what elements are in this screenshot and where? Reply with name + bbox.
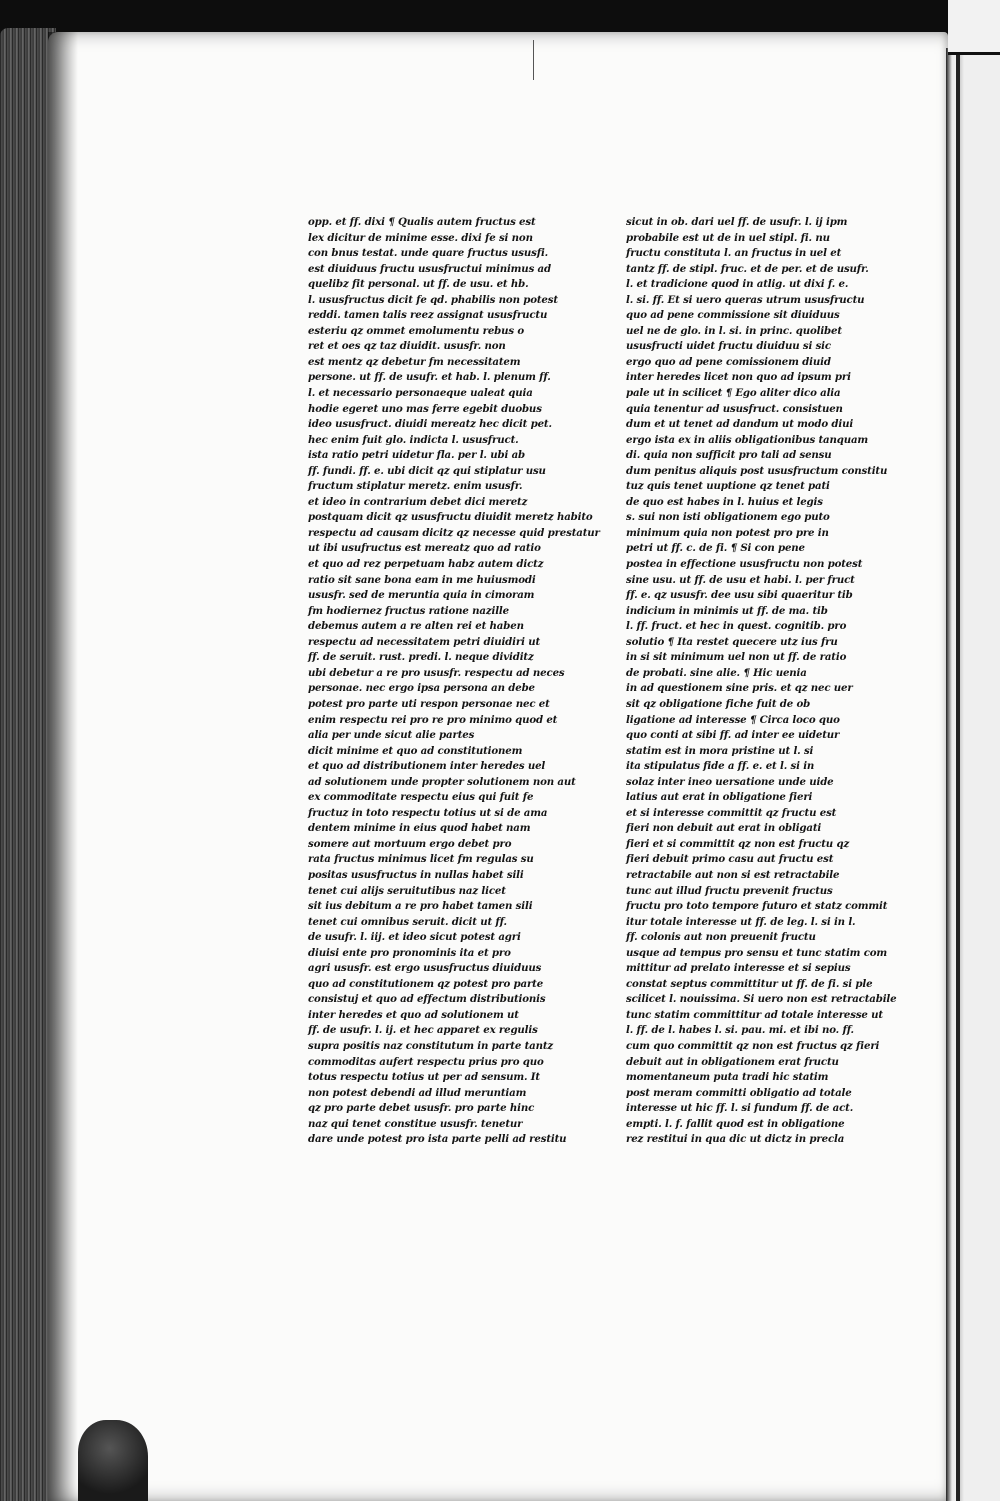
manuscript-line: post meram committi obligatio ad totale — [626, 1086, 852, 1099]
manuscript-line: opp. et ff. dixi ¶ Qualis autem fructus est — [308, 216, 536, 228]
manuscript-line: dicit minime et quo ad constitutionem — [308, 744, 523, 757]
manuscript-line: uel ne de glo. in l. si. in princ. quolibet — [626, 324, 842, 337]
manuscript-line: debemus autem a re alten rei et haben — [308, 620, 524, 633]
manuscript-line: tuz quis tenet uuptione qz tenet pati — [626, 480, 830, 493]
facing-page-corner — [948, 0, 1000, 55]
manuscript-line: in ad questionem sine pris. et qz nec uer — [626, 682, 853, 695]
manuscript-line: tenet cui alijs seruitutibus naz licet — [308, 884, 506, 897]
manuscript-line: postquam dicit qz ususfructu diuidit meretz habito — [308, 511, 593, 524]
manuscript-line: tunc statim committitur ad totale interesse ut — [626, 1008, 883, 1021]
manuscript-line: interesse ut hic ff. l. si fundum ff. de act. — [626, 1102, 854, 1115]
manuscript-line: usque ad tempus pro sensu et tunc statim com — [626, 946, 888, 959]
manuscript-line: inter heredes et quo ad solutionem ut — [308, 1008, 519, 1021]
manuscript-line: ff. de usufr. l. ij. et hec apparet ex regulis — [308, 1024, 538, 1037]
manuscript-line: quo conti at sibi ff. ad inter ee uidetur — [626, 729, 840, 742]
manuscript-line: quo ad pene commissione sit diuiduus — [626, 309, 840, 322]
manuscript-line: empti. l. f. fallit quod est in obligatione — [626, 1117, 845, 1130]
manuscript-line: et si interesse committit qz fructu est — [626, 806, 837, 819]
manuscript-line: ut ibi usufructus est mereatz quo ad ratio — [308, 542, 541, 555]
manuscript-line: de usufr. l. iij. et ideo sicut potest agri — [308, 931, 521, 944]
manuscript-line: latius aut erat in obligatione fieri — [626, 791, 813, 804]
manuscript-line: positas ususfructus in nullas habet sili — [308, 868, 524, 881]
manuscript-line: ff. de seruit. rust. predi. l. neque dividitz — [308, 651, 534, 664]
manuscript-line: enim respectu rei pro re pro minimo quod et — [308, 713, 558, 726]
manuscript-line: ad solutionem unde propter solutionem non aut — [308, 775, 576, 788]
manuscript-line: ususfr. sed de meruntia quia in cimoram — [308, 589, 535, 602]
manuscript-line: lex dicitur de minime esse. dixi fe si non — [308, 231, 533, 244]
manuscript-line: esteriu qz ommet emolumentu rebus o — [308, 324, 525, 337]
manuscript-line: retractabile aut non si est retractabile — [626, 868, 840, 881]
manuscript-line: tenet cui omnibus seruit. dicit ut ff. — [308, 915, 507, 928]
text-column-right — [626, 215, 897, 1148]
manuscript-line: respectu ad necessitatem petri diuidiri ut — [308, 635, 541, 648]
manuscript-line: probabile est ut de in uel stipl. fi. nu — [626, 231, 830, 244]
text-column-left — [308, 215, 600, 1148]
manuscript-line: postea in effectione ususfructu non potest — [626, 558, 863, 571]
ruling-mark — [533, 40, 538, 80]
manuscript-line: persone. ut ff. de usufr. et hab. l. plenum ff. — [308, 371, 551, 384]
manuscript-line: de quo est habes in l. huius et legis — [626, 495, 823, 508]
manuscript-line: sit qz obligatione fiche fuit de ob — [626, 697, 811, 710]
manuscript-line: inter heredes licet non quo ad ipsum pri — [626, 371, 851, 384]
manuscript-line: ex commoditate respectu eius qui fuit fe — [308, 791, 534, 804]
manuscript-line: somere aut mortuum ergo debet pro — [308, 837, 512, 850]
manuscript-line: quia tenentur ad ususfruct. consistuen — [626, 402, 843, 415]
manuscript-line: sit ius debitum a re pro habet tamen sili — [308, 900, 533, 913]
manuscript-line: cum quo committit qz non est fructus qz fieri — [626, 1039, 880, 1052]
manuscript-line: fructuz in toto respectu totius ut si de ama — [308, 806, 548, 819]
manuscript-line: debuit aut in obligationem erat fructu — [626, 1055, 839, 1068]
facing-page-edge — [946, 48, 1000, 1501]
manuscript-line: diuisi ente pro pronominis ita et pro — [308, 946, 511, 959]
manuscript-line: dentem minime in eius quod habet nam — [308, 822, 531, 835]
manuscript-line: ff. colonis aut non preuenit fructu — [626, 931, 816, 944]
manuscript-line: mittitur ad prelato interesse et si sepius — [626, 962, 851, 975]
manuscript-line: fructu pro toto tempore futuro et statz commit — [626, 900, 888, 913]
manuscript-line: agri ususfr. est ergo ususfructus diuiduus — [308, 962, 542, 975]
manuscript-line: rata fructus minimus licet fm regulas su — [308, 853, 534, 866]
manuscript-line: dare unde potest pro ista parte pelli ad restitu — [308, 1133, 567, 1146]
manuscript-line: momentaneum puta tradi hic statim — [626, 1071, 829, 1084]
manuscript-line: dum penitus aliquis post ususfructum constitu — [626, 464, 888, 477]
manuscript-line: itur totale interesse ut ff. de leg. l. si in l. — [626, 915, 856, 928]
manuscript-line: ratio sit sane bona eam in me huiusmodi — [308, 573, 536, 586]
manuscript-line: fieri debuit primo casu aut fructu est — [626, 853, 834, 866]
manuscript-line: s. sui non isti obligationem ego puto — [626, 511, 830, 524]
manuscript-line: sine usu. ut ff. de usu et habi. l. per fruct — [626, 573, 855, 586]
manuscript-line: supra positis naz constitutum in parte tantz — [308, 1039, 554, 1052]
manuscript-line: hodie egeret uno mas ferre egebit duobus — [308, 402, 542, 415]
manuscript-line: et ideo in contrarium debet dici meretz — [308, 495, 528, 508]
manuscript-line: et quo ad rez perpetuam habz autem dictz — [308, 558, 544, 571]
manuscript-line: fructum stiplatur meretz. enim ususfr. — [308, 480, 523, 493]
manuscript-line: solutio ¶ Ita restet quecere utz ius fru — [626, 635, 838, 648]
manuscript-line: l. et necessario personaeque ualeat quia — [308, 387, 533, 400]
manuscript-line: scilicet l. nouissima. Si uero non est retractabile — [626, 993, 897, 1006]
manuscript-line: reddi. tamen talis reez assignat ususfructu — [308, 309, 548, 322]
manuscript-line: et quo ad distributionem inter heredes uel — [308, 760, 546, 773]
manuscript-line: hec enim fuit glo. indicta l. ususfruct. — [308, 433, 519, 446]
manuscript-line: di. quia non sufficit pro tali ad sensu — [626, 449, 832, 462]
scan-background — [0, 0, 1000, 32]
manuscript-line: ergo ista ex in aliis obligationibus tanquam — [626, 433, 869, 446]
manuscript-line: consistuj et quo ad effectum distributionis — [308, 993, 546, 1006]
manuscript-line: ergo quo ad pene comissionem diuid — [626, 355, 831, 368]
manuscript-line: ligatione ad interesse ¶ Circa loco quo — [626, 713, 840, 726]
manuscript-line: ubi debetur a re pro ususfr. respectu ad neces — [308, 666, 565, 679]
manuscript-line: ista ratio petri uidetur fla. per l. ubi ab — [308, 449, 525, 462]
manuscript-line: l. ff. de l. habes l. si. pau. mi. et ibi no. ff. — [626, 1024, 854, 1037]
manuscript-line: solaz inter ineo uersatione unde uide — [626, 775, 834, 788]
holder-thumb — [78, 1420, 148, 1501]
manuscript-line: naz qui tenet constitue ususfr. tenetur — [308, 1117, 523, 1130]
manuscript-line: est mentz qz debetur fm necessitatem — [308, 355, 521, 368]
manuscript-line: tunc aut illud fructu prevenit fructus — [626, 884, 833, 897]
manuscript-line: petri ut ff. c. de fi. ¶ Si con pene — [626, 542, 805, 555]
manuscript-line: tantz ff. de stipl. fruc. et de per. et de usufr. — [626, 262, 869, 275]
manuscript-line: respectu ad causam dicitz qz necesse quid prestatur — [308, 526, 600, 539]
manuscript-line: ita stipulatus fide a ff. e. et l. si in — [626, 760, 815, 773]
manuscript-line: commoditas aufert respectu prius pro quo — [308, 1055, 544, 1068]
manuscript-line: dum et ut tenet ad dandum ut modo diui — [626, 418, 854, 431]
manuscript-line: fieri et si committit qz non est fructu qz — [626, 837, 850, 850]
manuscript-line: l. ususfructus dicit fe qd. phabilis non potest — [308, 293, 558, 306]
manuscript-line: fructu constituta l. an fructus in uel et — [626, 247, 842, 260]
manuscript-line: ff. e. qz ususfr. dee usu sibi quaeritur tib — [626, 589, 853, 602]
manuscript-line: pale ut in scilicet ¶ Ego aliter dico alia — [626, 387, 841, 400]
manuscript-line: qz pro parte debet ususfr. pro parte hinc — [308, 1102, 535, 1115]
manuscript-line: sicut in ob. dari uel ff. de usufr. l. ij ipm — [626, 216, 848, 228]
manuscript-line: quelibz fit personal. ut ff. de usu. et hb. — [308, 278, 529, 291]
manuscript-line: potest pro parte uti respon personae nec et — [308, 697, 550, 710]
manuscript-line: non potest debendi ad illud meruntiam — [308, 1086, 527, 1099]
manuscript-line: personae. nec ergo ipsa persona an debe — [308, 682, 535, 695]
manuscript-line: statim est in mora pristine ut l. si — [626, 744, 814, 757]
manuscript-line: indicium in minimis ut ff. de ma. tib — [626, 604, 828, 617]
manuscript-line: l. ff. fruct. et hec in quest. cognitib. pro — [626, 620, 847, 633]
manuscript-line: in si sit minimum uel non ut ff. de ratio — [626, 651, 847, 664]
manuscript-line: constat septus committitur ut ff. de fi. si ple — [626, 977, 873, 990]
manuscript-line: ideo ususfruct. diuidi mereatz hec dicit pet. — [308, 418, 552, 431]
manuscript-line: ususfructi uidet fructu diuiduu si sic — [626, 340, 831, 353]
manuscript-line: fm hodiernez fructus ratione nazille — [308, 604, 509, 617]
manuscript-line: con bnus testat. unde quare fructus ususfi. — [308, 247, 549, 260]
manuscript-line: est diuiduus fructu ususfructui minimus ad — [308, 262, 551, 275]
manuscript-line: de probati. sine alie. ¶ Hic uenia — [626, 666, 807, 679]
manuscript-line: fieri non debuit aut erat in obligati — [626, 822, 822, 835]
manuscript-line: ret et oes qz taz diuidit. ususfr. non — [308, 340, 506, 353]
manuscript-line: rez restitui in qua dic ut dictz in precla — [626, 1133, 845, 1146]
manuscript-line: quo ad constitutionem qz potest pro parte — [308, 977, 544, 990]
manuscript-line: totus respectu totius ut per ad sensum. It — [308, 1071, 540, 1084]
manuscript-line: minimum quia non potest pro pre in — [626, 526, 829, 539]
manuscript-line: alia per unde sicut alie partes — [308, 729, 475, 742]
manuscript-line: ff. fundi. ff. e. ubi dicit qz qui stiplatur usu — [308, 464, 546, 477]
page-gutter-shadow — [48, 32, 78, 1501]
manuscript-line: l. et tradicione quod in atlig. ut dixi f. e. — [626, 278, 849, 291]
manuscript-line: l. si. ff. Et si uero queras utrum ususfructu — [626, 293, 865, 306]
